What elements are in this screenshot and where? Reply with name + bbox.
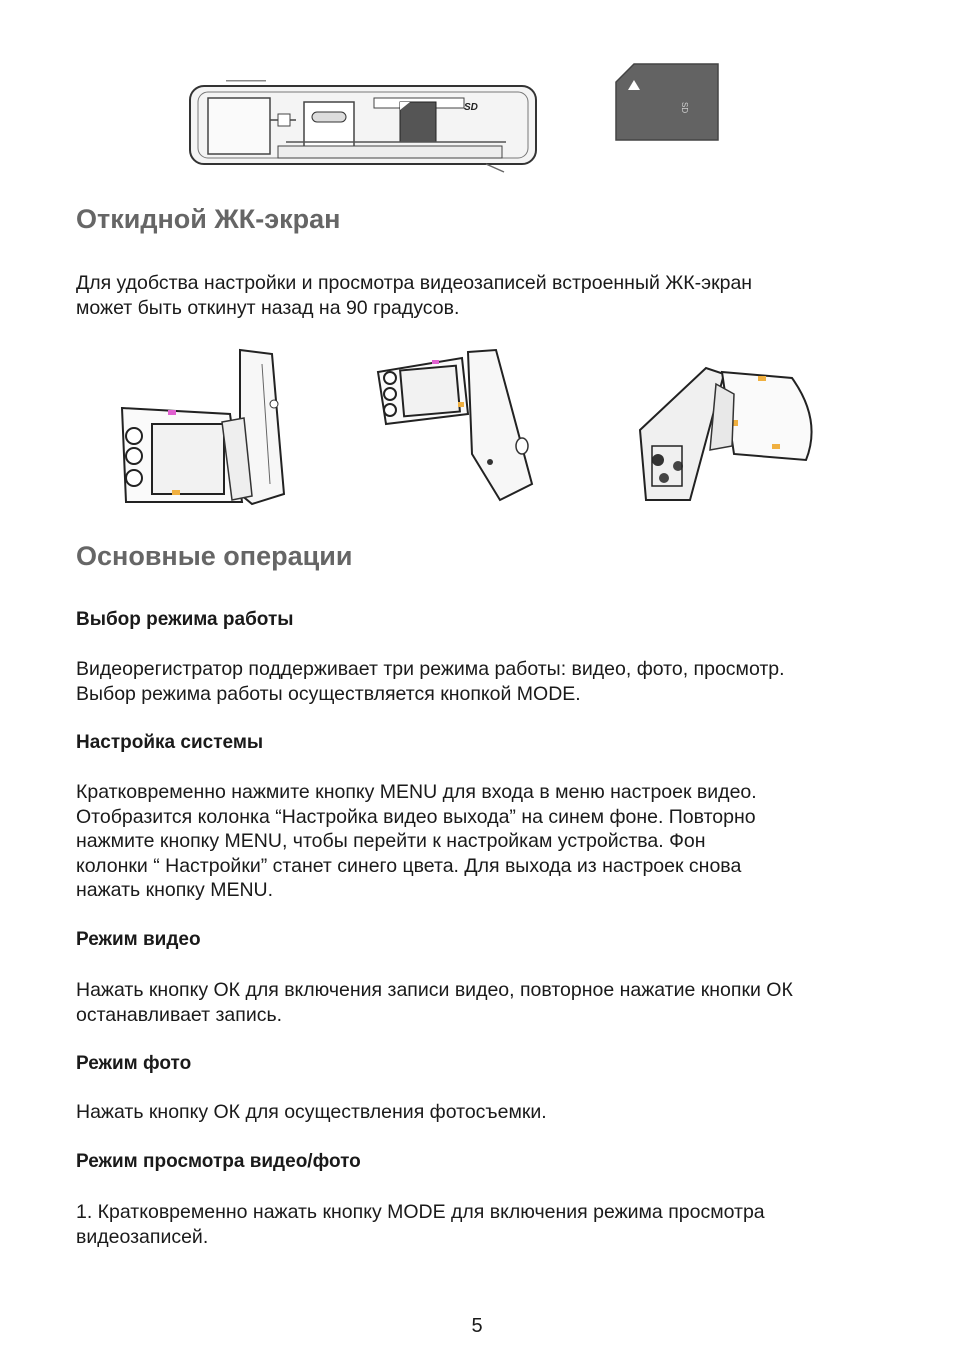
- mode-select-text: [76, 657, 906, 706]
- camera-rotation-figure-2: [372, 344, 542, 504]
- lcd-section-text: [76, 271, 906, 320]
- text-line: Для удобства настройки и просмотра видеозаписей встроенный ЖК-экран: [76, 272, 753, 294]
- text-line: нажмите кнопку MENU, чтобы перейти к настройкам устройства. Фон: [76, 830, 706, 852]
- photo-mode-heading: Режим фото: [76, 1053, 192, 1074]
- text-line: видеозаписей.: [76, 1225, 209, 1248]
- text-line: может быть откинут назад на 90 градусов.: [76, 296, 460, 319]
- sd-logo-label: SD: [464, 102, 478, 113]
- video-mode-heading: Режим видео: [76, 929, 201, 950]
- mode-select-heading: Выбор режима работы: [76, 609, 294, 630]
- text-line: колонки “ Настройки” станет синего цвета. Для выхода из настроек снова: [76, 854, 742, 877]
- camera-rotation-figure-3: [636, 350, 826, 510]
- page-number: 5: [471, 1315, 483, 1337]
- text-line: 1. Кратковременно нажать кнопку MODE для включения режима просмотра: [76, 1201, 765, 1223]
- lcd-section-title: Откидной ЖК-экран: [76, 204, 341, 234]
- text-line: Выбор режима работы осуществляется кнопкой MODE.: [76, 682, 581, 705]
- sd-card-figure: [612, 62, 722, 142]
- text-line: Нажать кнопку ОК для осуществления фотосъемки.: [76, 1101, 547, 1123]
- photo-mode-text: [76, 1100, 906, 1125]
- text-line: Нажать кнопку ОК для включения записи видео, повторное нажатие кнопки ОК: [76, 979, 793, 1001]
- ops-section-title: Основные операции: [76, 541, 353, 571]
- text-line: Отобразится колонка “Настройка видео выхода” на синем фоне. Повторно: [76, 805, 756, 828]
- device-sd-slot-figure: [186, 80, 542, 176]
- system-setup-text: [76, 780, 906, 903]
- text-line: останавливает запись.: [76, 1003, 283, 1026]
- sd-card-mark: SD: [680, 102, 689, 114]
- system-setup-heading: Настройка системы: [76, 732, 264, 753]
- playback-mode-text: [76, 1200, 906, 1249]
- video-mode-text: [76, 978, 906, 1027]
- playback-mode-heading: Режим просмотра видео/фото: [76, 1151, 361, 1172]
- text-line: Видеорегистратор поддерживает три режима работы: видео, фото, просмотр.: [76, 658, 785, 680]
- text-line: Кратковременно нажмите кнопку MENU для входа в меню настроек видео.: [76, 781, 757, 803]
- camera-rotation-figure-1: [112, 344, 298, 510]
- text-line: нажать кнопку MENU.: [76, 879, 274, 901]
